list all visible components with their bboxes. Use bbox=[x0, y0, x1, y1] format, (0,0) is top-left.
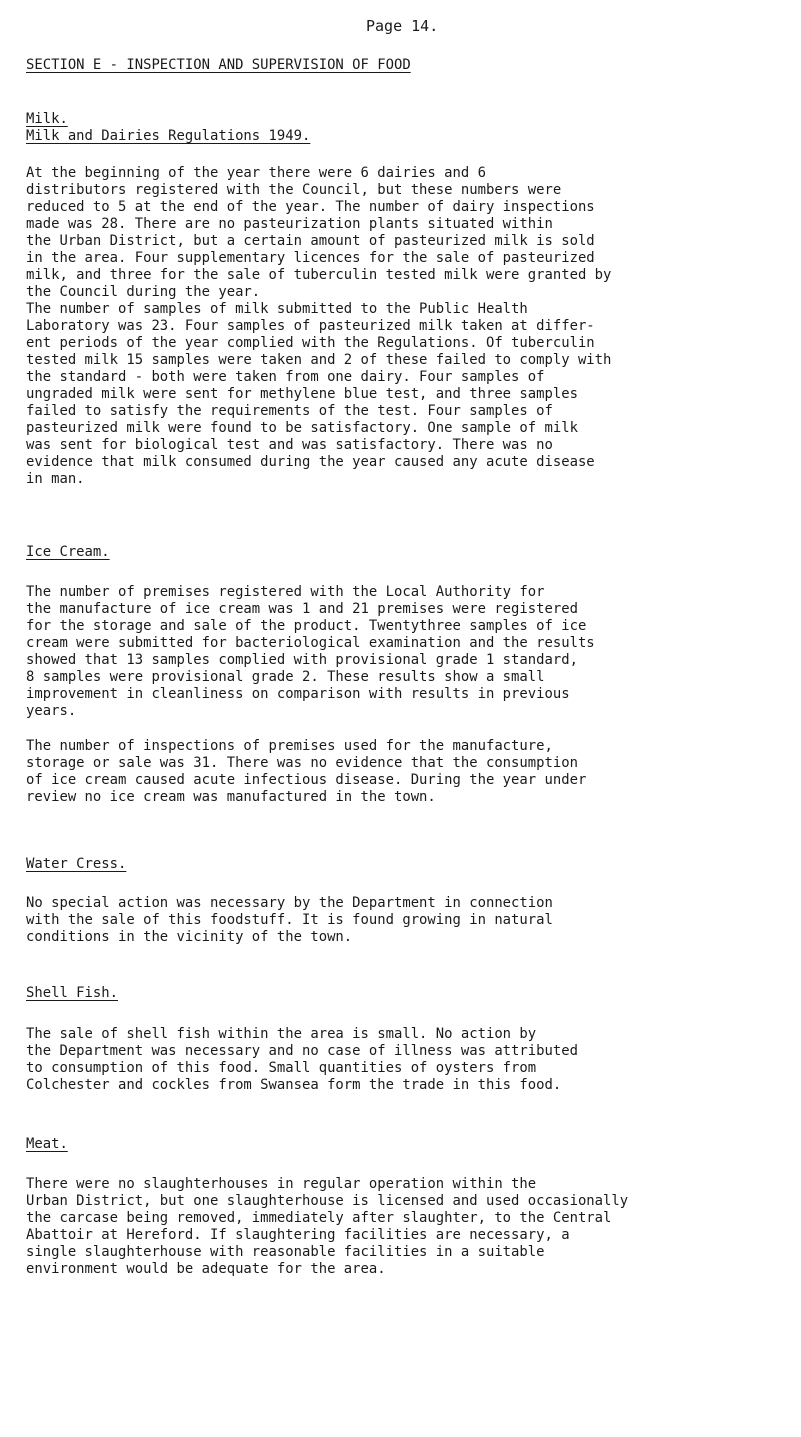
text-line: environment would be adequate for the area. bbox=[26, 1261, 386, 1277]
ice-cream-paragraph-2 bbox=[26, 738, 788, 806]
text-line: ungraded milk were sent for methylene blue test, and three samples bbox=[26, 386, 578, 402]
text-line: to consumption of this food. Small quantities of oysters from bbox=[26, 1060, 537, 1076]
text-line: Laboratory was 23. Four samples of pasteurized milk taken at differ- bbox=[26, 318, 595, 334]
text-line: At the beginning of the year there were 6 dairies and 6 bbox=[26, 165, 486, 181]
text-line: with the sale of this foodstuff. It is found growing in natural bbox=[26, 912, 553, 928]
ice-cream-paragraph-1 bbox=[26, 584, 788, 720]
text-line: 8 samples were provisional grade 2. These results show a small bbox=[26, 669, 545, 685]
text-line: made was 28. There are no pasteurization plants situated within bbox=[26, 216, 553, 232]
text-line: review no ice cream was manufactured in the town. bbox=[26, 789, 436, 805]
text-line: distributors registered with the Council, but these numbers were bbox=[26, 182, 562, 198]
text-line: the standard - both were taken from one dairy. Four samples of bbox=[26, 369, 545, 385]
text-line: single slaughterhouse with reasonable facilities in a suitable bbox=[26, 1244, 545, 1260]
text-line: The number of premises registered with the Local Authority for bbox=[26, 584, 545, 600]
ice-cream-heading: Ice Cream. bbox=[26, 544, 110, 560]
text-line: The number of samples of milk submitted to the Public Health bbox=[26, 301, 528, 317]
milk-paragraph bbox=[26, 165, 788, 488]
text-line: improvement in cleanliness on comparison with results in previous bbox=[26, 686, 570, 702]
shell-fish-heading: Shell Fish. bbox=[26, 985, 118, 1001]
text-line: Colchester and cockles from Swansea form the trade in this food. bbox=[26, 1077, 562, 1093]
text-line: the Council during the year. bbox=[26, 284, 261, 300]
text-line: No special action was necessary by the Department in connection bbox=[26, 895, 553, 911]
meat-heading: Meat. bbox=[26, 1136, 68, 1152]
text-line: failed to satisfy the requirements of the test. Four samples of bbox=[26, 403, 553, 419]
text-line: cream were submitted for bacteriological examination and the results bbox=[26, 635, 595, 651]
text-line: years. bbox=[26, 703, 77, 719]
text-line: Urban District, but one slaughterhouse is licensed and used occasionally bbox=[26, 1193, 629, 1209]
shell-fish-paragraph bbox=[26, 1026, 788, 1094]
milk-regulations-subheading: Milk and Dairies Regulations 1949. bbox=[26, 128, 311, 144]
text-line: showed that 13 samples complied with provisional grade 1 standard, bbox=[26, 652, 578, 668]
text-line: of ice cream caused acute infectious disease. During the year under bbox=[26, 772, 587, 788]
milk-heading: Milk. bbox=[26, 111, 68, 127]
text-line: The number of inspections of premises used for the manufacture, bbox=[26, 738, 553, 754]
meat-paragraph bbox=[26, 1176, 788, 1278]
text-line: in the area. Four supplementary licences for the sale of pasteurized bbox=[26, 250, 595, 266]
section-title: SECTION E - INSPECTION AND SUPERVISION OF FOOD bbox=[26, 57, 411, 73]
text-line: the manufacture of ice cream was 1 and 21 premises were registered bbox=[26, 601, 578, 617]
text-line: reduced to 5 at the end of the year. The number of dairy inspections bbox=[26, 199, 595, 215]
text-line: the carcase being removed, immediately after slaughter, to the Central bbox=[26, 1210, 612, 1226]
text-line: tested milk 15 samples were taken and 2 of these failed to comply with bbox=[26, 352, 612, 368]
text-line: the Urban District, but a certain amount of pasteurized milk is sold bbox=[26, 233, 595, 249]
text-line: the Department was necessary and no case of illness was attributed bbox=[26, 1043, 578, 1059]
water-cress-heading: Water Cress. bbox=[26, 856, 127, 872]
text-line: storage or sale was 31. There was no evidence that the consumption bbox=[26, 755, 578, 771]
text-line: ent periods of the year complied with the Regulations. Of tuberculin bbox=[26, 335, 595, 351]
text-line: evidence that milk consumed during the year caused any acute disease bbox=[26, 454, 595, 470]
water-cress-paragraph bbox=[26, 895, 788, 946]
text-line: pasteurized milk were found to be satisfactory. One sample of milk bbox=[26, 420, 578, 436]
text-line: The sale of shell fish within the area is small. No action by bbox=[26, 1026, 537, 1042]
text-line: There were no slaughterhouses in regular operation within the bbox=[26, 1176, 537, 1192]
text-line: was sent for biological test and was satisfactory. There was no bbox=[26, 437, 553, 453]
text-line: in man. bbox=[26, 471, 85, 487]
text-line: milk, and three for the sale of tuberculin tested milk were granted by bbox=[26, 267, 612, 283]
text-line: for the storage and sale of the product. Twentythree samples of ice bbox=[26, 618, 587, 634]
text-line: conditions in the vicinity of the town. bbox=[26, 929, 353, 945]
page-number: Page 14. bbox=[366, 17, 439, 35]
text-line: Abattoir at Hereford. If slaughtering facilities are necessary, a bbox=[26, 1227, 570, 1243]
